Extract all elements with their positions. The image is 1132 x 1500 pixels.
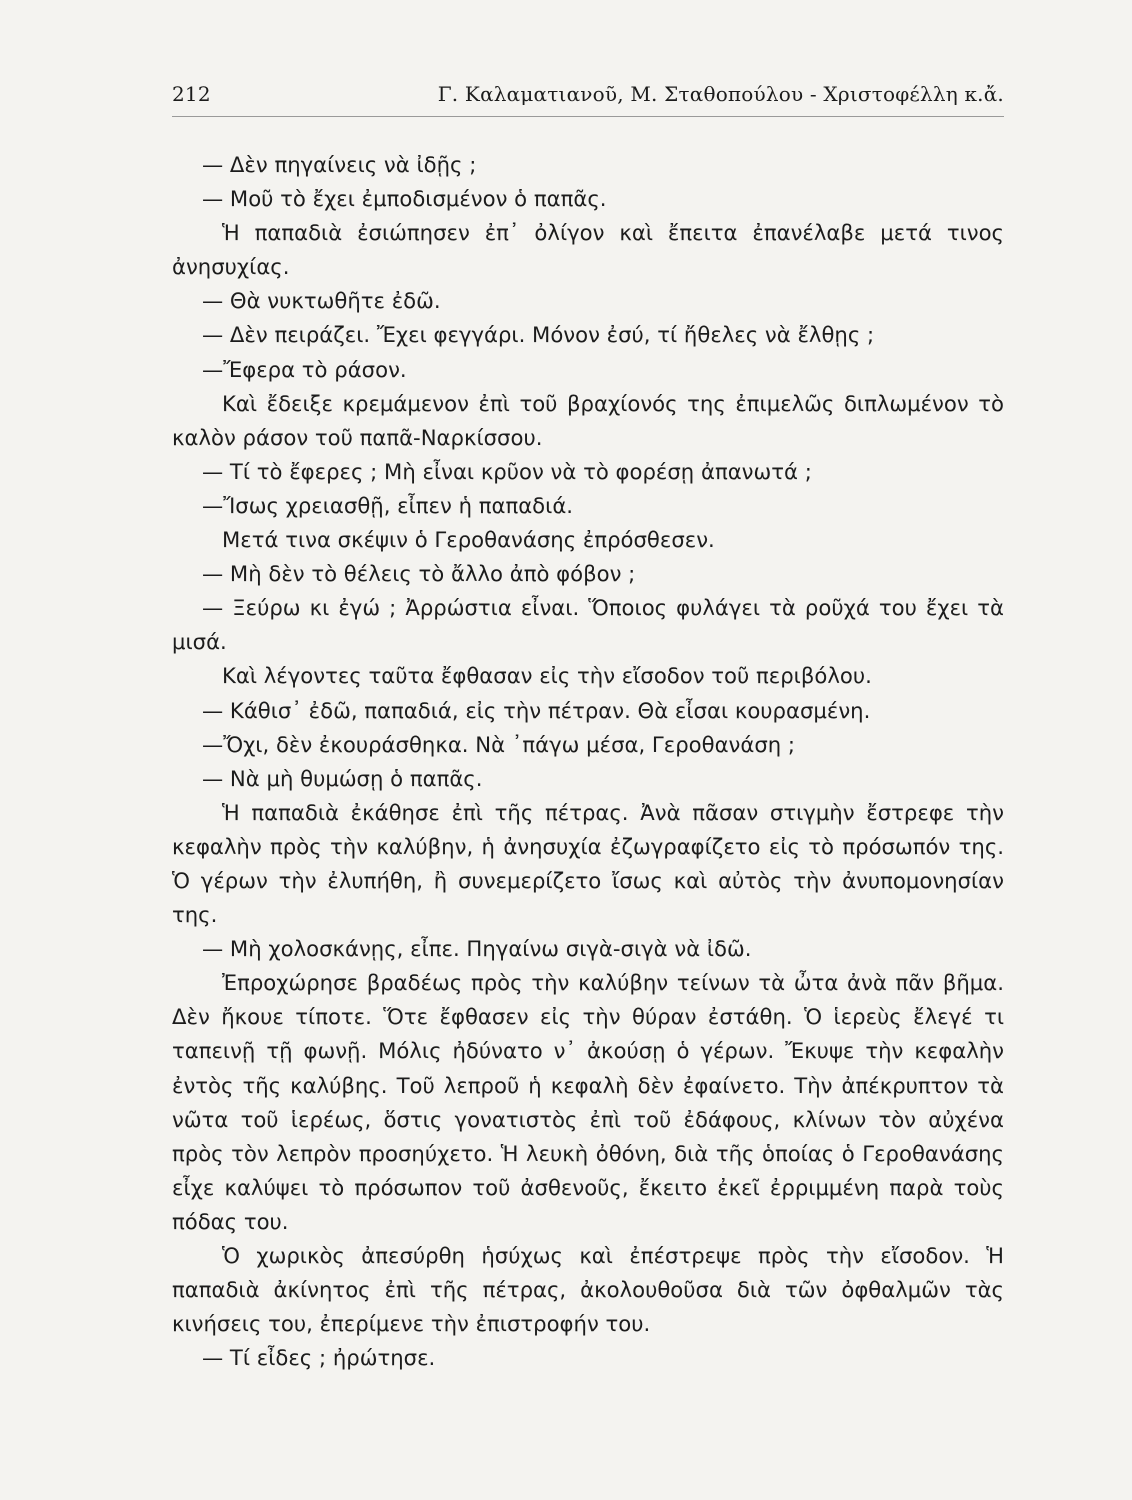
paragraph: —Ἔφερα τὸ ράσον. [202,356,407,382]
paragraph: — Δὲν πηγαίνεις νὰ ἰδῇς ; [202,152,477,177]
paragraph: —Ἴσως χρειασθῇ, εἶπεν ἡ παπαδιά. [202,492,574,518]
running-title: Γ. Καλαματιανοῦ, Μ. Σταθοπούλου - Χριστοφέλλη κ.ἄ. [437,82,1004,106]
body-text [172,148,1004,1375]
paragraph: Ἡ παπαδιὰ ἐκάθησε ἐπὶ τῆς πέτρας. Ἀνὰ πᾶσαν στιγμὴν ἔστρεφε τὴν κεφαλὴν πρὸς τὴν καλύβην, ἡ ἀνησυχία ἐζωγραφίζετο εἰς τὸ πρόσωπόν της. Ὁ γέρων τὴν ἐλυπήθη, ἢ συνεμερίζετο ἴσως καὶ αὐτὸς τὴν ἀνυπομονησίαν της. [172,799,1004,928]
paragraph: Καὶ ἔδειξε κρεμάμενον ἐπὶ τοῦ βραχίονός της ἐπιμελῶς διπλωμένον τὸ καλὸν ράσον τοῦ παπᾶ-Ναρκίσσου. [172,390,1004,450]
paragraph: Μετά τινα σκέψιν ὁ Γεροθανάσης ἐπρόσθεσεν. [222,527,715,553]
paragraph: — Κάθισ᾽ ἐδῶ, παπαδιά, εἰς τὴν πέτραν. Θὰ εἶσαι κουρασμένη. [202,697,871,723]
page-number: 212 [172,82,211,106]
paragraph: —Ὄχι, δὲν ἐκουράσθηκα. Νὰ ᾽πάγω μέσα, Γεροθανάση ; [202,731,796,757]
paragraph: Ἐπροχώρησε βραδέως πρὸς τὴν καλύβην τείνων τὰ ὦτα ἀνὰ πᾶν βῆμα. Δὲν ἤκουε τίποτε. Ὅτε ἔφθασεν εἰς τὴν θύραν ἐστάθη. Ὁ ἱερεὺς ἔλεγέ τι ταπεινῇ τῇ φωνῇ. Μόλις ἠδύνατο ν᾽ ἀκούσῃ ὁ γέρων. Ἔκυψε τὴν κεφαλὴν ἐντὸς τῆς καλύβης. Τοῦ λεπροῦ ἡ κεφαλὴ δὲν ἐφαίνετο. Τὴν ἀπέκρυπτον τὰ νῶτα τοῦ ἱερέως, ὅστις γονατιστὸς ἐπὶ τοῦ ἐδάφους, κλίνων τὸν αὐχένα πρὸς τὸν λεπρὸν προσηύχετο. Ἡ λευκὴ ὀθόνη, διὰ τῆς ὁποίας ὁ Γεροθανάσης εἶχε καλύψει τὸ πρόσωπον τοῦ ἀσθενοῦς, ἔκειτο ἐκεῖ ἐρριμμένη παρὰ τοὺς πόδας του. [172,970,1004,1234]
paragraph: Καὶ λέγοντες ταῦτα ἔφθασαν εἰς τὴν εἴσοδον τοῦ περιβόλου. [222,663,872,689]
paragraph: Ἡ παπαδιὰ ἐσιώπησεν ἐπ᾽ ὀλίγον καὶ ἔπειτα ἐπανέλαβε μετά τινος ἀνησυχίας. [172,220,1004,280]
paragraph: — Ξεύρω κι ἐγώ ; Ἀρρώστια εἶναι. Ὅποιος φυλάγει τὰ ροῦχά του ἔχει τὰ μισά. [172,595,1004,655]
paragraph: — Μοῦ τὸ ἔχει ἐμποδισμένον ὁ παπᾶς. [202,186,607,212]
paragraph: Ὁ χωρικὸς ἀπεσύρθη ἡσύχως καὶ ἐπέστρεψε πρὸς τὴν εἴσοδον. Ἡ παπαδιὰ ἀκίνητος ἐπὶ τῆς πέτρας, ἀκολουθοῦσα διὰ τῶν ὀφθαλμῶν τὰς κινήσεις του, ἐπερίμενε τὴν ἐπιστροφήν του. [172,1243,1004,1337]
paragraph: — Τί εἶδες ; ἠρώτησε. [202,1345,436,1371]
paragraph: — Μὴ δὲν τὸ θέλεις τὸ ἄλλο ἀπὸ φόβον ; [202,561,636,587]
paragraph: — Νὰ μὴ θυμώσῃ ὁ παπᾶς. [202,765,483,791]
paragraph: — Δὲν πειράζει. Ἔχει φεγγάρι. Μόνον ἐσύ, τί ἤθελες νὰ ἔλθῃς ; [202,322,875,348]
page-header [172,82,1004,106]
header-rule [172,116,1004,117]
paragraph: — Θὰ νυκτωθῆτε ἐδῶ. [202,288,441,314]
paragraph: — Μὴ χολοσκάνῃς, εἶπε. Πηγαίνω σιγὰ-σιγὰ νὰ ἰδῶ. [202,936,752,962]
paragraph: — Τί τὸ ἔφερες ; Μὴ εἶναι κρῦον νὰ τὸ φορέσῃ ἀπανωτά ; [202,458,812,484]
